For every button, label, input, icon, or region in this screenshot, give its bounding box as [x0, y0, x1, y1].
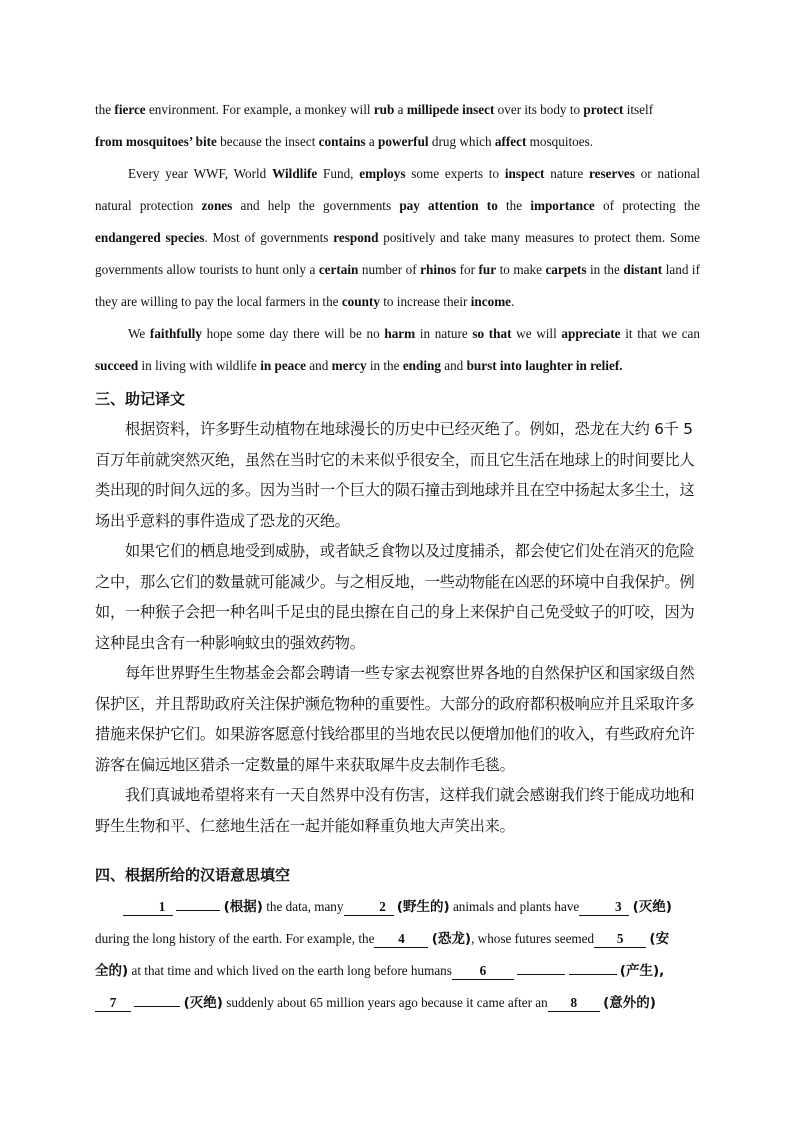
chinese-translation — [95, 414, 705, 841]
answer-blank-6b[interactable] — [517, 974, 565, 975]
exercise-line-2: during the long history of the earth. For example, the 4 (恐龙), whose futures seemed 5 (安 — [95, 931, 670, 947]
answer-blank-5[interactable]: 5 — [594, 931, 646, 948]
exercise-line-4: 7 (灭绝) suddenly about 65 million years ago because it came after an 8 (意外的) — [95, 987, 700, 1019]
exercise-line-3: 全的) at that time and which lived on the earth long before humans 6 (产生), — [95, 963, 665, 979]
chinese-paragraph: 每年世界野生生物基金会都会聘请一些专家去视察世界各地的自然保护区和国家级自然保护区，并且帮助政府关注保护濒危物种的重要性。大部分的政府都积极响应并且采取许多措施来保护它们。如果游客愿意付钱给郡里的当地农民以便增加他们的收入，有些政府允许游客在偏远地区猎杀一定数量的犀牛来获取犀牛皮去制作毛毯。 — [95, 664, 695, 774]
answer-blank-7b[interactable] — [134, 1006, 180, 1007]
answer-blank-6[interactable]: 6 — [452, 963, 514, 980]
english-line-1: the fierce environment. For example, a monkey will rub a millipede insect over its body to protect itself — [95, 102, 654, 117]
chinese-paragraph: 如果它们的栖息地受到威胁，或者缺乏食物以及过度捕杀，都会使它们处在消灭的危险之中，那么它们的数量就可能减少。与之相反地，一些动物能在凶恶的环境中自我保护。例如，一种猴子会把一种名叫千足虫的昆虫擦在自己的身上来保护自己免受蚊子的叮咬，因为这种昆虫含有一种影响蚊虫的强效药物。 — [95, 542, 695, 652]
answer-blank-4[interactable]: 4 — [374, 931, 428, 948]
answer-blank-1[interactable]: 1 — [123, 899, 173, 916]
answer-blank-7[interactable]: 7 — [95, 995, 131, 1012]
section-heading-fill-blanks: 四、根据所给的汉语意思填空 — [95, 866, 291, 884]
answer-blank-3[interactable]: 3 — [579, 899, 629, 916]
english-paragraph-hope: We faithfully hope some day there will be no harm in nature so that we will appreciate it that we can succeed in living with wildlife in peace and mercy in the ending and burst into laughter in relief. — [95, 326, 700, 373]
english-paragraph-wwf: Every year WWF, World Wildlife Fund, employs some experts to inspect nature reserves or national natural protection zones and help the governments pay attention to the importance of protecting the endangered species. Most of governments respond positively and take many measures to protect them. Some governments allow tourists to hunt only a certain number of rhinos for fur to make carpets in the distant land if they are willing to pay the local farmers in the county to increase their income. — [95, 166, 700, 309]
chinese-paragraph: 根据资料，许多野生动植物在地球漫长的历史中已经灭绝了。例如，恐龙在大约 6千 5 百万年前就突然灭绝，虽然在当时它的未来似乎很安全，而且它生活在地球上的时间要比人类出现的时间久远的多。因为当时一个巨大的陨石撞击到地球并且在空中扬起太多尘土，这场出乎意料的事件造成了恐龙的灭绝。 — [95, 420, 695, 530]
english-line-2: from mosquitoes’ bite because the insect contains a powerful drug which affect mosquitoes. — [95, 134, 594, 149]
fill-in-exercise — [95, 891, 700, 1019]
answer-blank-6c[interactable] — [569, 974, 617, 975]
english-passage — [95, 94, 700, 382]
chinese-paragraph: 我们真诚地希望将来有一天自然界中没有伤害，这样我们就会感谢我们终于能成功地和野生生物和平、仁慈地生活在一起并能如释重负地大声笑出来。 — [95, 786, 695, 835]
answer-blank-2[interactable]: 2 — [344, 899, 394, 916]
answer-blank-8[interactable]: 8 — [548, 995, 600, 1012]
section-heading-translation: 三、助记译文 — [95, 390, 186, 408]
exercise-line-1: 1 (根据) the data, many 2 (野生的) animals and plants have 3 (灭绝) — [95, 891, 700, 923]
answer-blank-1b[interactable] — [176, 910, 220, 911]
